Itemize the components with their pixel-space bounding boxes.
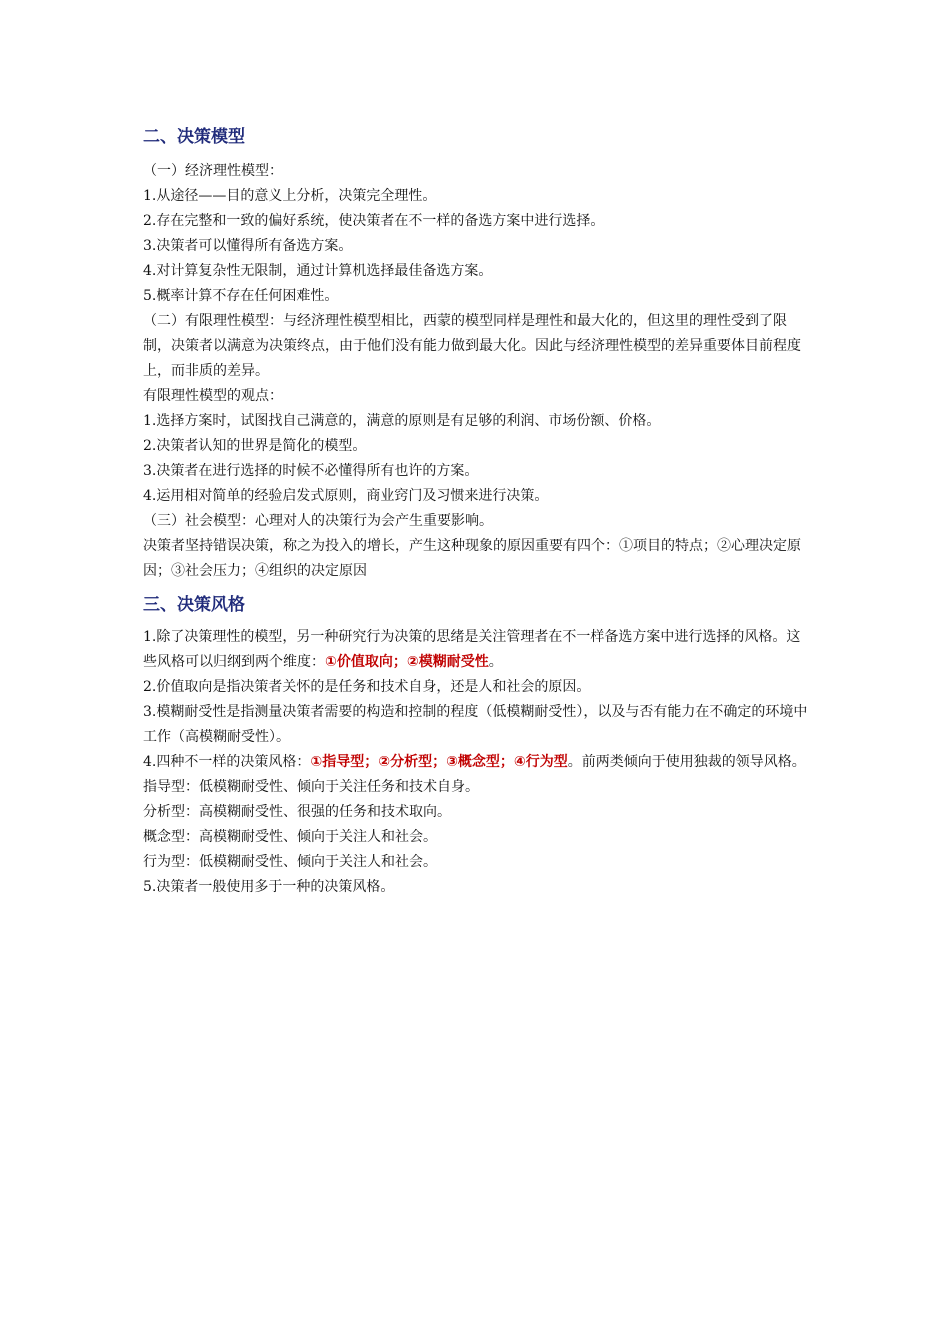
paragraph-escalation: 决策者坚持错误决策，称之为投入的增长，产生这种现象的原因重要有四个：①项目的特点；②心理决定原因；③社会压力；④组织的决定原因 [143, 538, 801, 579]
item-text: 。 [488, 654, 503, 670]
highlight-text: ①价值取向；②模糊耐受性 [325, 654, 489, 670]
subsection-paragraph-bounded-rational: （二）有限理性模型：与经济理性模型相比，西蒙的模型同样是理性和最大化的，但这里的理性受到了限制，决策者以满意为决策终点，由于他们没有能力做到最大化。因此与经济理性模型的差异重要体目前程度上，而非质的差异。 [143, 313, 801, 379]
section-title-decision-styles: 三、决策风格 [143, 595, 245, 615]
list-item: 5.决策者一般使用多于一种的决策风格。 [143, 879, 395, 895]
list-item: 1.选择方案时，试图找自己满意的，满意的原则是有足够的利润、市场份额、价格。 [143, 413, 661, 429]
style-description: 概念型：高模糊耐受性、倾向于关注人和社会。 [143, 829, 437, 845]
list-item: 2.存在完整和一致的偏好系统，使决策者在不一样的备选方案中进行选择。 [143, 213, 605, 229]
views-heading: 有限理性模型的观点： [143, 388, 283, 404]
style-description: 指导型：低模糊耐受性、倾向于关注任务和技术自身。 [143, 779, 479, 795]
item-text: 。前两类倾向于使用独裁的领导风格。 [567, 754, 806, 770]
style-description: 行为型：低模糊耐受性、倾向于关注人和社会。 [143, 854, 437, 870]
list-item: 2.决策者认知的世界是简化的模型。 [143, 438, 367, 454]
list-item: 4.运用相对简单的经验启发式原则，商业窍门及习惯来进行决策。 [143, 488, 549, 504]
section-title-decision-models: 二、决策模型 [143, 127, 245, 147]
list-item: 3.决策者在进行选择的时候不必懂得所有也许的方案。 [143, 463, 479, 479]
subsection-heading-economic-rational: （一）经济理性模型： [143, 163, 283, 179]
list-item [143, 625, 813, 675]
highlight-text: ①指导型；②分析型；③概念型；④行为型 [310, 754, 568, 770]
list-item: 1.从途径——目的意义上分析，决策完全理性。 [143, 188, 437, 204]
list-item: 3.模糊耐受性是指测量决策者需要的构造和控制的程度（低模糊耐受性），以及与否有能力在不确定的环境中工作（高模糊耐受性）。 [143, 704, 808, 745]
item-text: 1.除了决策理性的模型，另一种研究行为决策的思绪是关注管理者在不一样备选方案中进行选择的风格。这些风格可以归纲到两个维度： [143, 629, 801, 670]
subsection-heading-social-model: （三）社会模型：心理对人的决策行为会产生重要影响。 [143, 513, 493, 529]
list-item: 2.价值取向是指决策者关怀的是任务和技术自身，还是人和社会的原因。 [143, 679, 591, 695]
style-description: 分析型：高模糊耐受性、很强的任务和技术取向。 [143, 804, 451, 820]
list-item [143, 750, 813, 775]
list-item: 4.对计算复杂性无限制，通过计算机选择最佳备选方案。 [143, 263, 493, 279]
item-text: 4.四种不一样的决策风格： [143, 754, 311, 770]
list-item: 3.决策者可以懂得所有备选方案。 [143, 238, 353, 254]
list-item: 5.概率计算不存在任何困难性。 [143, 288, 339, 304]
document-page [143, 122, 813, 900]
